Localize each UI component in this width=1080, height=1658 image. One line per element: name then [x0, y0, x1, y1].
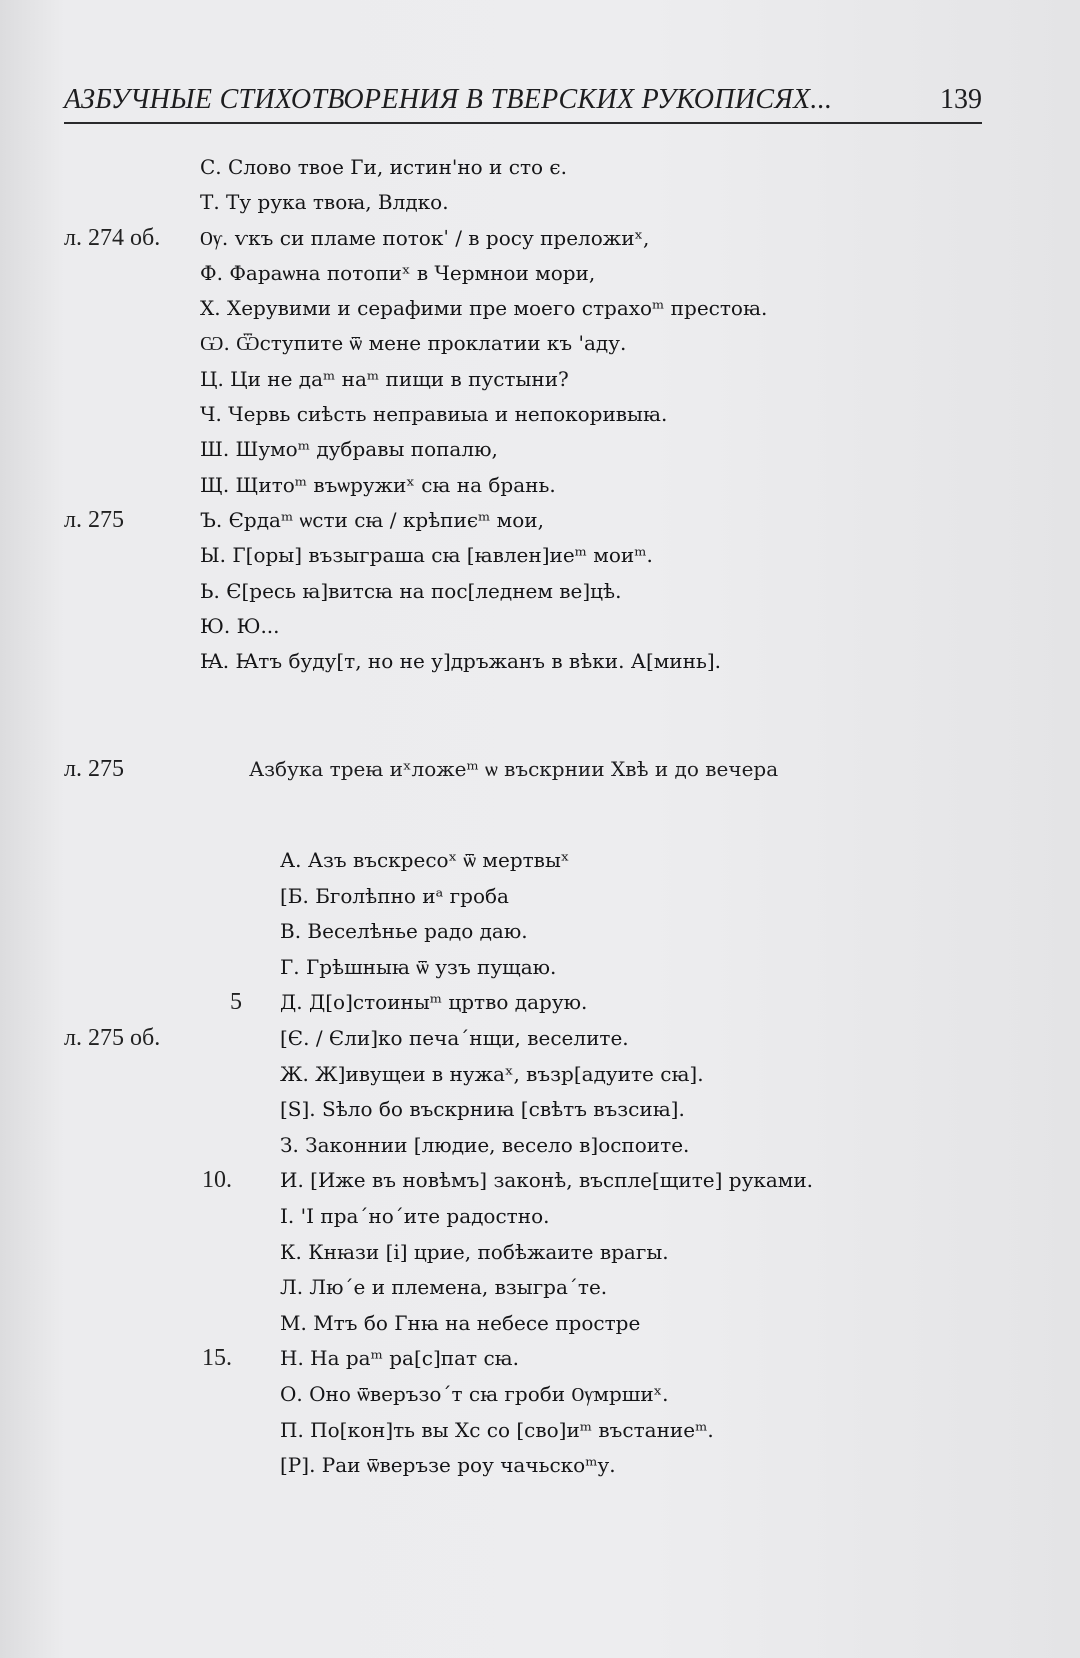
verse-line — [0, 1306, 1080, 1342]
verse-line — [0, 843, 1080, 879]
verse-line — [0, 256, 1080, 291]
verse-line — [0, 609, 1080, 644]
folio-reference: л. 275 — [64, 756, 124, 782]
verse-text: Л. Люˊе и племена, взыграˊте. — [280, 1275, 608, 1300]
verse-number: 10. — [202, 1167, 232, 1194]
verse-line — [0, 950, 1080, 986]
verse-line — [0, 879, 1080, 915]
verse-text: А. Азъ въскресоˣ ѿ мертвыˣ — [280, 848, 570, 872]
verse-line — [0, 1448, 1080, 1484]
verse-text: Н. На раᵐ ра[с]пат сꙗ. — [280, 1346, 519, 1371]
verse-text: Ш. Шумоᵐ дубравы попалю, — [200, 437, 498, 462]
verse-line — [0, 1413, 1080, 1449]
verse-line — [0, 644, 1080, 679]
verse-line — [0, 1021, 1080, 1057]
page-header — [64, 82, 982, 124]
verse-line — [0, 362, 1080, 397]
folio-reference: л. 275 об. — [64, 1024, 161, 1051]
verse-text: К. Кнꙗзи [і] црие, побѣжаите врагы. — [280, 1239, 669, 1264]
verse-line — [0, 914, 1080, 950]
verse-number: 15. — [202, 1345, 232, 1372]
verse-text: Ѡ. Ѿступите ѿ мене проклатии къ 'аду. — [200, 331, 627, 356]
verse-text: Ь. Є[ресь ꙗ]витсꙗ на пос[леднем ве]цѣ. — [200, 578, 622, 603]
verse-text: О. Оно ѿверъзоˊт сꙗ гроби Ѹмршиˣ. — [280, 1381, 669, 1406]
verse-line — [0, 985, 1080, 1021]
verse-text: И. [Иже въ новѣмъ] законѣ, въспле[щите] руками. — [280, 1168, 814, 1193]
verse-number: 5 — [230, 989, 242, 1016]
verse-text: Ц. Ци не даᵐ наᵐ пищи в пустыни? — [200, 366, 569, 391]
verse-text: З. Законнии [людие, весело в]оспоите. — [280, 1132, 690, 1157]
folio-reference: л. 274 об. — [64, 224, 161, 251]
verse-text: [Б. Бголѣпно иᵃ гроба — [280, 883, 509, 908]
verse-text: Ф. Фараѡна потопиˣ в Чермнои мори, — [200, 260, 596, 285]
page-number: 139 — [940, 84, 982, 115]
verse-text: Д. Д[о]стоиныᵐ цртво дарую. — [280, 990, 588, 1015]
verse-text: Ж. Ж]ивущеи в нужаˣ, възр[адуите сꙗ]. — [280, 1061, 704, 1086]
verse-line — [0, 468, 1080, 503]
verse-text: Ч. Червь сиѣсть неправиыа и непокоривыꙗ. — [200, 402, 668, 427]
verse-line — [0, 1163, 1080, 1199]
poem-heading-row — [0, 752, 1080, 787]
verse-text: Т. Ту рука твоꙗ, Влдко. — [200, 190, 449, 215]
verse-text: Г. Грѣшныꙗ ѿ узъ пущаю. — [280, 954, 557, 979]
verse-text: Ы. Г[оры] възыграша сꙗ [ꙗвлен]иеᵐ моиᵐ. — [200, 543, 653, 568]
verse-line — [0, 1092, 1080, 1128]
verse-line — [0, 1235, 1080, 1271]
verse-text: Щ. Щитоᵐ въѡружиˣ сꙗ на брань. — [200, 472, 556, 497]
verse-text: І. 'І праˊноˊите радостно. — [280, 1203, 550, 1228]
verse-line — [0, 574, 1080, 609]
verse-text: [Ѕ]. Ѕѣло бо въскрниꙗ [свѣтъ възсиꙗ]. — [280, 1097, 685, 1122]
verse-line — [0, 185, 1080, 220]
verse-line — [0, 538, 1080, 573]
alphabet-poem-1 — [0, 150, 1080, 679]
folio-reference: л. 275 — [64, 506, 124, 533]
verse-line — [0, 1128, 1080, 1164]
poem-heading: Азбука треꙗ иˣложеᵐ ѡ въскрнии Хвѣ и до вечера — [249, 757, 779, 781]
verse-line — [0, 221, 1080, 256]
verse-line — [0, 503, 1080, 538]
verse-text: Ѹ. ѵкъ си пламе потокˈ / в росу преложиˣ, — [200, 225, 650, 250]
verse-line — [0, 1057, 1080, 1093]
verse-line — [0, 397, 1080, 432]
verse-line — [0, 291, 1080, 326]
verse-line — [0, 1341, 1080, 1377]
verse-text: Ъ. Єрдаᵐ ѡсти сꙗ / крѣпиєᵐ мои, — [200, 507, 544, 532]
verse-line — [0, 432, 1080, 467]
verse-line — [0, 150, 1080, 185]
running-title: АЗБУЧНЫЕ СТИХОТВОРЕНИЯ В ТВЕРСКИХ РУКОПИСЯХ... — [64, 84, 833, 115]
verse-text: В. Веселѣнье радо даю. — [280, 919, 528, 944]
verse-text: Х. Херувими и серафими пре моего страхоᵐ престоꙗ. — [200, 296, 768, 321]
verse-text: Ю. Ю... — [200, 613, 280, 638]
verse-line — [0, 1199, 1080, 1235]
verse-text: С. Слово твое Ги, истин'но и сто є. — [200, 155, 567, 179]
verse-text: М. Мтъ бо Гнꙗ на небесе простре — [280, 1310, 641, 1335]
alphabet-poem-2 — [0, 843, 1080, 1484]
verse-text: П. По[кон]ть вы Хс со [сво]иᵐ въстаниеᵐ. — [280, 1417, 714, 1442]
verse-text: Ꙗ. Ꙗтъ буду[т, но не у]дръжанъ в вѣки. А[минь]. — [200, 649, 722, 674]
verse-line — [0, 1377, 1080, 1413]
verse-line — [0, 326, 1080, 361]
verse-text: [Є. / Єли]ко печаˊнщи, веселите. — [280, 1025, 629, 1050]
verse-line — [0, 1270, 1080, 1306]
verse-text: [Р]. Раи ѿверъзе роу чачьскоᵐу. — [280, 1453, 616, 1478]
